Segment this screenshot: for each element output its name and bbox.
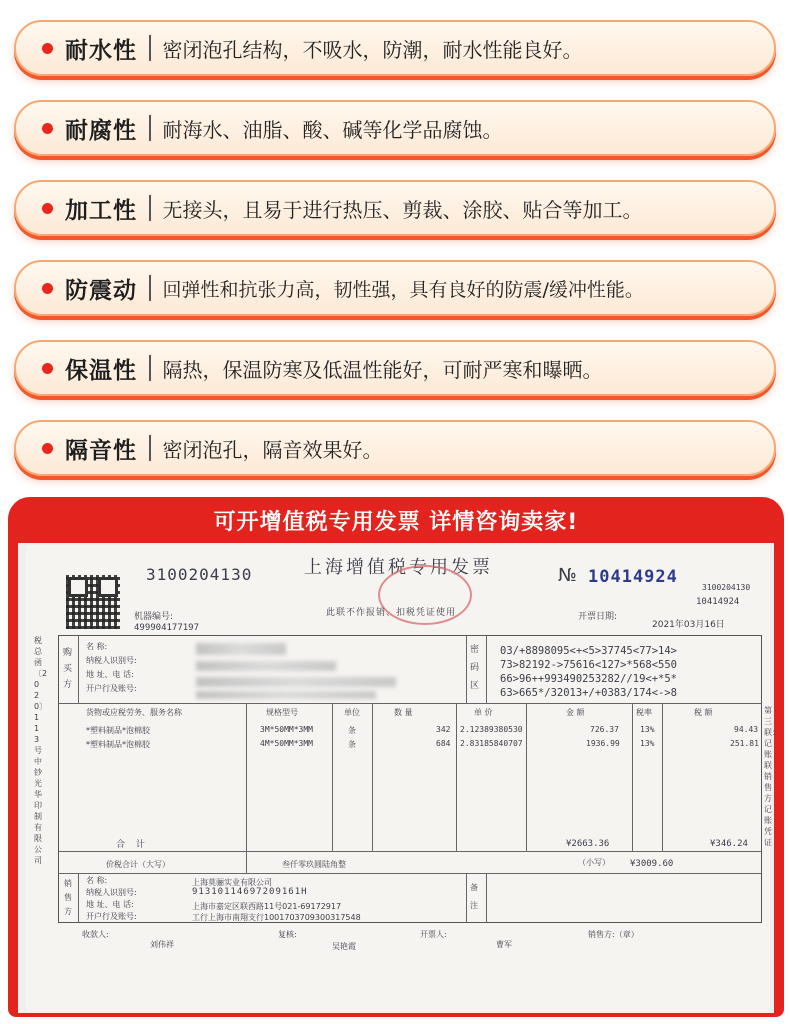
invoice-code: 3100204130 — [146, 565, 253, 584]
feature-title: 耐水性 — [65, 37, 137, 64]
feature-row-corrosion — [14, 100, 776, 156]
invoice-banner — [8, 497, 784, 1017]
bullet-dot-icon — [42, 43, 53, 54]
bullet-dot-icon — [42, 283, 53, 294]
row-spec: 4M*50MM*3MM — [260, 739, 313, 748]
buyer-field: 名 称: — [86, 642, 108, 651]
total-label: 合 计 — [116, 840, 149, 850]
total-tax: ¥346.24 — [710, 839, 748, 849]
divider — [149, 435, 151, 461]
row-rate: 13% — [640, 739, 655, 748]
row-rate: 13% — [640, 725, 655, 734]
cipher-line: 63>665*/32013+/+0383/174<->8 — [500, 687, 678, 699]
feature-title: 防震动 — [65, 277, 137, 304]
invoice-heading: 上海增值税专用发票 — [304, 557, 493, 578]
feature-desc: 耐海水、油脂、酸、碱等化学品腐蚀。 — [162, 117, 503, 142]
seller-name: 上海莫骊实业有限公司 — [192, 878, 272, 887]
drawer-name: 曹军 — [496, 940, 512, 949]
invoice-date: 2021年03月16日 — [652, 620, 725, 630]
seller-field: 开户行及账号: — [86, 912, 137, 921]
qr-code-icon — [66, 575, 120, 629]
cipher-side-label: 密码区 — [470, 645, 480, 691]
feature-row-waterproof — [14, 20, 776, 76]
redacted-block — [196, 661, 336, 671]
redacted-block — [196, 677, 396, 687]
col-header: 金 额 — [566, 708, 585, 717]
invoice-photo — [18, 543, 780, 1013]
drawer-label: 开票人: — [420, 930, 447, 939]
col-header: 规格型号 — [266, 708, 298, 717]
row-spec: 3M*50MM*3MM — [260, 725, 313, 734]
redacted-block — [196, 643, 286, 655]
col-header: 数 量 — [394, 708, 413, 717]
seller-addr: 上海市嘉定区联西路11号021-69172917 — [192, 902, 342, 911]
feature-title: 加工性 — [65, 197, 137, 224]
remark-side-label: 备注 — [470, 883, 478, 910]
feature-desc: 密闭泡孔，隔音效果好。 — [162, 437, 383, 462]
redacted-block — [196, 691, 376, 699]
reviewer-name: 吴艳霞 — [332, 942, 356, 951]
feature-row-shockproof — [14, 260, 776, 316]
machine-number: 499904177197 — [134, 623, 200, 633]
row-qty: 684 — [436, 739, 451, 748]
row-unit: 条 — [348, 726, 356, 735]
feature-desc: 无接头，且易于进行热压、剪裁、涂胶、贴合等加工。 — [162, 197, 643, 222]
right-margin-text: 第三联：记账联 销售方记账凭证 — [764, 706, 780, 847]
row-amount: 1936.99 — [586, 739, 620, 748]
row-qty: 342 — [436, 725, 451, 734]
col-header: 税率 — [636, 708, 652, 717]
invoice-paper — [26, 545, 780, 1011]
row-tax: 94.43 — [734, 725, 759, 734]
machine-label: 机器编号: — [134, 612, 174, 622]
col-header: 单位 — [344, 708, 360, 717]
sum-words: 叁仟零玖圆陆角整 — [282, 860, 346, 869]
bullet-dot-icon — [42, 363, 53, 374]
seller-side-label: 销售方 — [64, 879, 72, 916]
date-label: 开票日期: — [578, 612, 618, 622]
row-amount: 726.37 — [590, 725, 619, 734]
feature-desc: 隔热，保温防寒及低温性能好，可耐严寒和曝晒。 — [162, 357, 603, 382]
feature-row-soundproof — [14, 420, 776, 476]
divider — [149, 275, 151, 301]
feature-row-insulation — [14, 340, 776, 396]
invoice-no-small: 10414924 — [696, 597, 740, 607]
banner-title: 可开增值税专用发票 详情咨询卖家! — [213, 510, 579, 535]
invoice-subheading: 此联不作报销、扣税凭证使用 — [326, 608, 457, 618]
payee-label: 收款人: — [82, 930, 109, 939]
left-margin-text: 税总函〔2020〕113号中钞光华印制有限公司 — [34, 636, 48, 865]
bullet-dot-icon — [42, 443, 53, 454]
cipher-line: 66>96++993490253282//19<+*5* — [500, 673, 678, 685]
seller-bank: 工行上海市南翔支行1001703709300317548 — [192, 913, 361, 922]
row-price: 2.83185840707 — [460, 739, 523, 748]
bullet-dot-icon — [42, 203, 53, 214]
payee-name: 刘伟祥 — [150, 940, 174, 949]
feature-title: 耐腐性 — [65, 117, 137, 144]
col-header: 税 额 — [694, 708, 713, 717]
buyer-field: 开户行及账号: — [86, 684, 137, 693]
reviewer-label: 复核: — [278, 930, 297, 939]
bullet-dot-icon — [42, 123, 53, 134]
cipher-line: 03/+8898095<+<5>37745<77>14> — [500, 645, 678, 657]
cipher-line: 73>82192->75616<127>*568<550 — [500, 659, 678, 671]
seller-field: 纳税人识别号: — [86, 888, 137, 897]
row-name: *塑料制品*泡棉胶 — [86, 726, 150, 735]
seller-stamp-label: 销售方:（章） — [588, 930, 639, 939]
invoice-code-small: 3100204130 — [702, 583, 751, 592]
col-header: 货物或应税劳务、服务名称 — [86, 708, 182, 717]
col-header: 单 价 — [474, 708, 493, 717]
feature-title: 保温性 — [65, 357, 137, 384]
seller-taxid: 91310114697209161H — [192, 887, 308, 897]
invoice-no-label: № — [558, 565, 577, 586]
sum-small-label: （小写） — [578, 858, 610, 867]
sum-small: ¥3009.60 — [630, 859, 674, 869]
divider — [149, 355, 151, 381]
feature-title: 隔音性 — [65, 437, 137, 464]
sum-label: 价税合计（大写） — [106, 860, 170, 869]
row-price: 2.12389380530 — [460, 725, 523, 734]
row-unit: 条 — [348, 740, 356, 749]
feature-desc: 密闭泡孔结构，不吸水，防潮，耐水性能良好。 — [162, 37, 583, 62]
row-tax: 251.81 — [730, 739, 759, 748]
invoice-number: 10414924 — [588, 567, 678, 587]
buyer-field: 地 址、电 话: — [86, 670, 134, 679]
row-name: *塑料制品*泡棉胶 — [86, 740, 150, 749]
divider — [149, 115, 151, 141]
seller-field: 地 址、电 话: — [86, 900, 134, 909]
seller-field: 名 称: — [86, 876, 108, 885]
buyer-field: 纳税人识别号: — [86, 656, 137, 665]
divider — [149, 35, 151, 61]
total-amount: ¥2663.36 — [566, 839, 610, 849]
feature-desc: 回弹性和抗张力高，韧性强，具有良好的防震/缓冲性能。 — [162, 278, 644, 301]
divider — [149, 195, 151, 221]
feature-row-processing — [14, 180, 776, 236]
buyer-side-label: 购买方 — [63, 648, 73, 690]
